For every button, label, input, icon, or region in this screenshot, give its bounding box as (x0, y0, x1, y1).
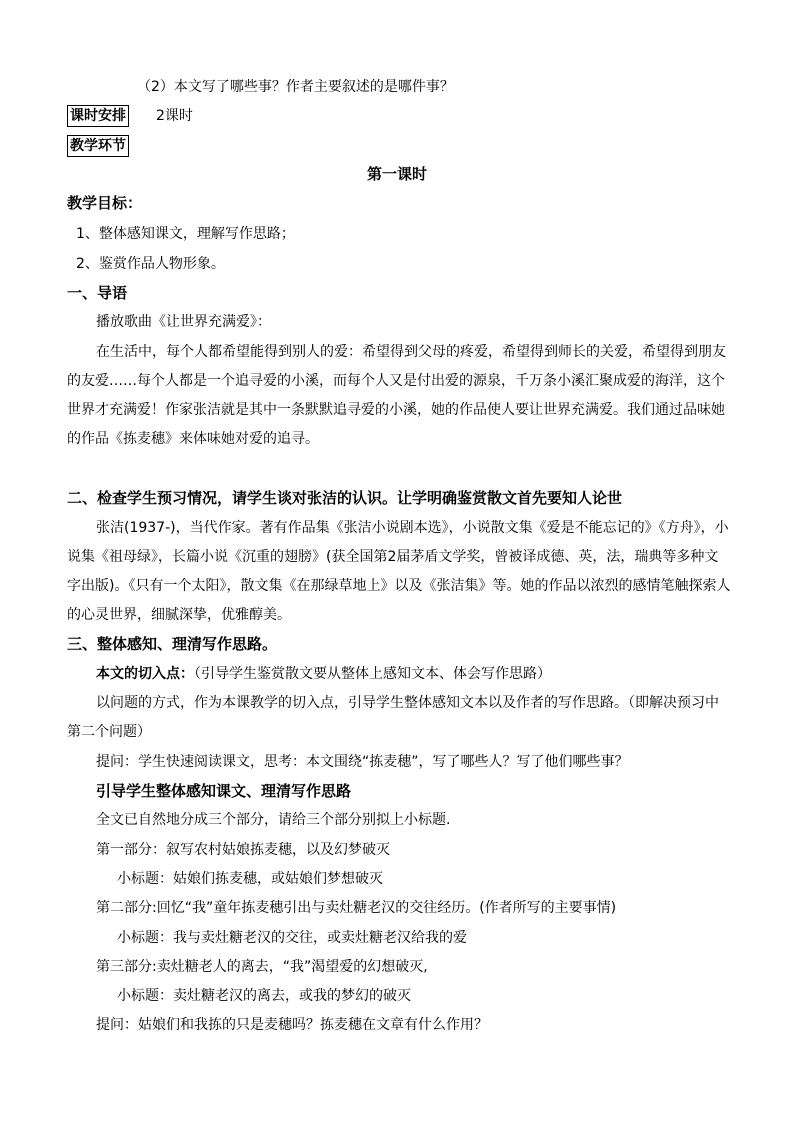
section-heading: 二、检查学生预习情况，请学生谈对张洁的认识。让学明确鉴赏散文首先要知人论世 (67, 489, 623, 507)
lesson-title: 第一课时 (366, 165, 427, 183)
goal-item: 1、整体感知课文，理解写作思路； (76, 226, 295, 242)
schedule-label: 课时安排 (67, 105, 129, 127)
paragraph-line: 的心灵世界，细腻深挚，优雅醇美。 (67, 607, 291, 623)
paragraph-line: 第二个问题） (67, 724, 151, 740)
question-line: 提问：学生快速阅读课文，思考：本文围绕“拣麦穗”，写了哪些人？写了他们哪些事？ (96, 754, 629, 770)
section-heading: 三、整体感知、理清写作思路。 (67, 635, 278, 653)
entry-label: 本文的切入点： (96, 666, 194, 682)
entry-point (96, 664, 551, 684)
section-heading: 一、导语 (67, 284, 128, 302)
question-2: （2）本文写了哪些事？作者主要叙述的是哪件事？ (137, 79, 454, 95)
paragraph-line: 世界才充满爱！作家张洁就是其中一条默默追寻爱的小溪，她的作品使人要让世界充满爱。我们通过品味她 (67, 402, 725, 418)
paragraph-line: 全文已自然地分成三个部分，请给三个部分别拟上小标题. (96, 812, 451, 828)
guide-heading: 引导学生整体感知课文、理清写作思路 (96, 782, 352, 800)
schedule-value: 2课时 (156, 108, 193, 124)
goal-item: 2、鉴赏作品人物形象。 (76, 256, 225, 272)
goals-heading: 教学目标： (67, 194, 143, 212)
entry-note: （引导学生鉴赏散文要从整体上感知文本、体会写作思路） (194, 666, 551, 682)
paragraph-line: 说集《祖母绿》，长篇小说《沉重的翅膀》(获全国第2届茅盾文学奖，曾被译成德、英，法，瑞典等多种文 (67, 549, 719, 565)
paragraph-line: 以问题的方式，作为本课教学的切入点，引导学生整体感知文本以及作者的写作思路。（即解决预习中 (96, 695, 719, 711)
part-line: 第二部分:回忆“我”童年拣麦穗引出与卖灶糖老汉的交往经历。(作者所写的主要事情) (96, 900, 617, 916)
steps-label: 教学环节 (67, 135, 129, 157)
paragraph-line: 在生活中，每个人都希望能得到别人的爱：希望得到父母的疼爱，希望得到师长的关爱，希望得到朋友 (96, 344, 726, 360)
part-subtitle: 小标题：我与卖灶糖老汉的交往，或卖灶糖老汉给我的爱 (117, 930, 467, 946)
part-line: 第三部分:卖灶糖老人的离去，“我”渴望爱的幻想破灭, (96, 959, 428, 975)
paragraph-line: 的友爱……每个人都是一个追寻爱的小溪，而每个人又是付出爱的源泉，千万条小溪汇聚成爱的海洋，这个 (67, 373, 725, 389)
part-line: 第一部分：叙写农村姑娘拣麦穗，以及幻梦破灭 (96, 842, 390, 858)
paragraph-line: 张洁(1937-)，当代作家。著有作品集《张洁小说剧本选》，小说散文集《爱是不能忘记的》《方舟》，小 (96, 520, 729, 536)
part-subtitle: 小标题：姑娘们拣麦穗，或姑娘们梦想破灭 (117, 871, 383, 887)
paragraph-line: 的作品《拣麦穗》来体味她对爱的追寻。 (67, 431, 319, 447)
question-line: 提问：姑娘们和我拣的只是麦穗吗？拣麦穗在文章有什么作用？ (96, 1017, 488, 1033)
part-subtitle: 小标题：卖灶糖老汉的离去，或我的梦幻的破灭 (117, 988, 411, 1004)
paragraph-line: 播放歌曲《让世界充满爱》： (96, 314, 271, 330)
paragraph-line: 字出版)。《只有一个太阳》，散文集《在那绿草地上》以及《张洁集》等。她的作品以浓烈的感情笔触探索人 (67, 578, 731, 594)
